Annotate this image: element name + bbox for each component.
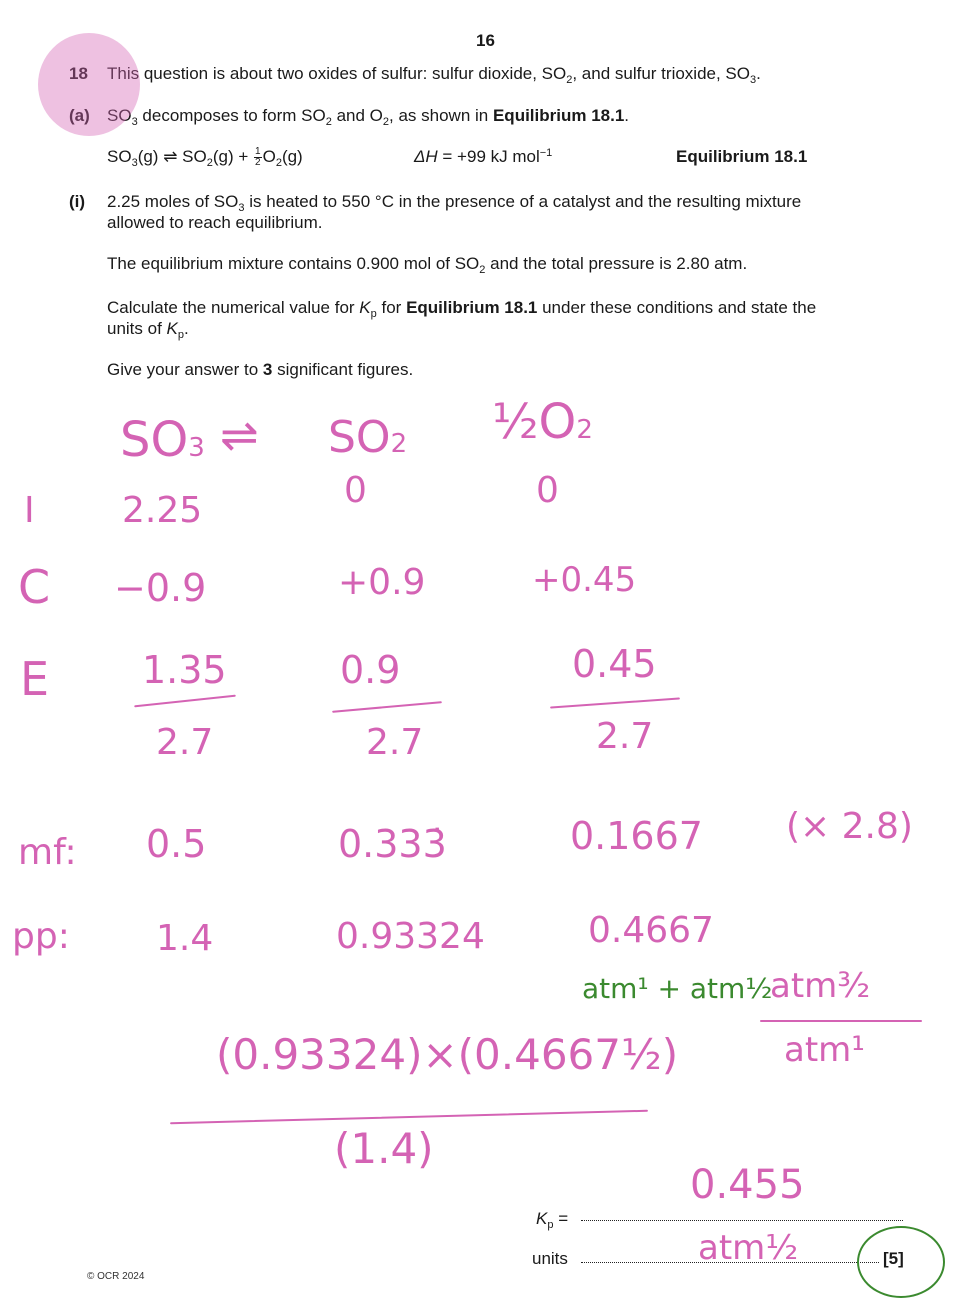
hw-initial-so2: 0 [344,470,367,511]
hw-kp-numerator: (0.93324)×(0.4667½) [216,1030,679,1079]
hw-mf-so3: 0.5 [146,822,207,866]
hw-pp-so2: 0.93324 [336,916,485,957]
hw-kp-fraction-bar [170,1110,648,1125]
hw-initial-so3: 2.25 [122,490,203,531]
hw-equilibrium-arrow-icon: ⇌ [220,408,259,462]
hw-change-o2: +0.45 [532,560,637,600]
marks-circle [857,1226,945,1298]
kp-label: $K_p$ = [536,1209,569,1231]
hw-fraction-bar-so2 [332,701,442,713]
question-intro: This question is about two oxides of sulfur: sulfur dioxide, $SO_2$, and sulfur trioxide, $SO_3$. [107,64,761,86]
hw-units-denominator: atm¹ [784,1030,865,1070]
hw-mf-label: mf: [18,832,77,873]
equilibrium-mixture-text: The equilibrium mixture contains 0.900 mol of $SO_2$ and the total pressure is 2.80 atm. [107,254,748,276]
units-label: units [532,1249,568,1268]
hw-header-half-o2: ½O2 [492,394,593,450]
kp-answer-line[interactable] [581,1220,903,1221]
hw-kp-denominator: (1.4) [334,1124,434,1173]
hw-units-working: atm¹ + atm½ [582,972,773,1005]
enthalpy-change: ΔH = +99 kJ mol$^{-1}$ [414,147,553,166]
half-fraction: $\frac{1}{2}$ [255,146,261,169]
hw-row-change: C [18,560,51,614]
hw-units-fraction-bar [760,1020,922,1022]
part-a-label: (a) [69,106,90,125]
hw-row-equilibrium: E [20,652,50,706]
hw-den-so2: 2.7 [366,722,424,763]
calculate-instruction: Calculate the numerical value for $K_p$ for Equilibrium 18.1 under these conditions and state the units of $K_p$. [107,298,817,341]
hw-mf-so2: 0.333̇ [338,822,447,866]
part-a-text: $SO_3$ decomposes to form $SO_2$ and $O_2$, as shown in Equilibrium 18.1. [107,106,630,128]
hw-eq-so2: 0.9 [340,648,401,692]
hw-eq-o2: 0.45 [572,642,657,686]
hw-den-so3: 2.7 [156,722,214,763]
hw-change-so3: −0.9 [114,566,207,610]
hw-fraction-bar-o2 [550,697,680,708]
hw-initial-o2: 0 [536,470,559,511]
equilibrium-label: Equilibrium 18.1 [676,147,808,166]
hw-pp-o2: 0.4667 [588,910,714,951]
hw-pp-label: pp: [12,916,70,957]
hw-den-o2: 2.7 [596,716,654,757]
hw-header-so3: SO3 [120,412,205,468]
significant-figures-instruction: Give your answer to 3 significant figures. [107,360,414,379]
marks-label: [5] [883,1249,904,1268]
hw-eq-so3: 1.35 [142,648,227,692]
copyright: © OCR 2024 [87,1271,145,1282]
hw-row-initial: I [24,490,35,531]
part-i-label: (i) [69,192,86,211]
question-highlight-blob [38,33,140,136]
equilibrium-arrow-icon: ⇌ [163,147,178,166]
hw-units-answer: atm½ [698,1228,799,1268]
hw-mf-multiplier: (× 2.8) [786,806,913,847]
hw-mf-o2: 0.1667 [570,814,703,858]
part-i-text: 2.25 moles of $SO_3$ is heated to 550 °C in the presence of a catalyst and the resulting mixture allowed to reach equilibrium. [107,192,802,232]
hw-header-so2: SO2 [328,412,408,463]
equation: $SO_3(g)$ ⇌ $SO_2(g)$ + $\frac{1}{2}$ $O_2(g)$ [107,146,303,169]
hw-pp-so3: 1.4 [156,918,214,959]
hw-kp-answer: 0.455 [690,1162,805,1208]
hw-fraction-bar-so3 [134,695,236,708]
question-number: 18 [69,64,88,83]
hw-change-so2: +0.9 [338,562,426,603]
page-number: 16 [476,31,495,50]
hw-units-numerator: atm³⁄₂ [770,966,871,1006]
